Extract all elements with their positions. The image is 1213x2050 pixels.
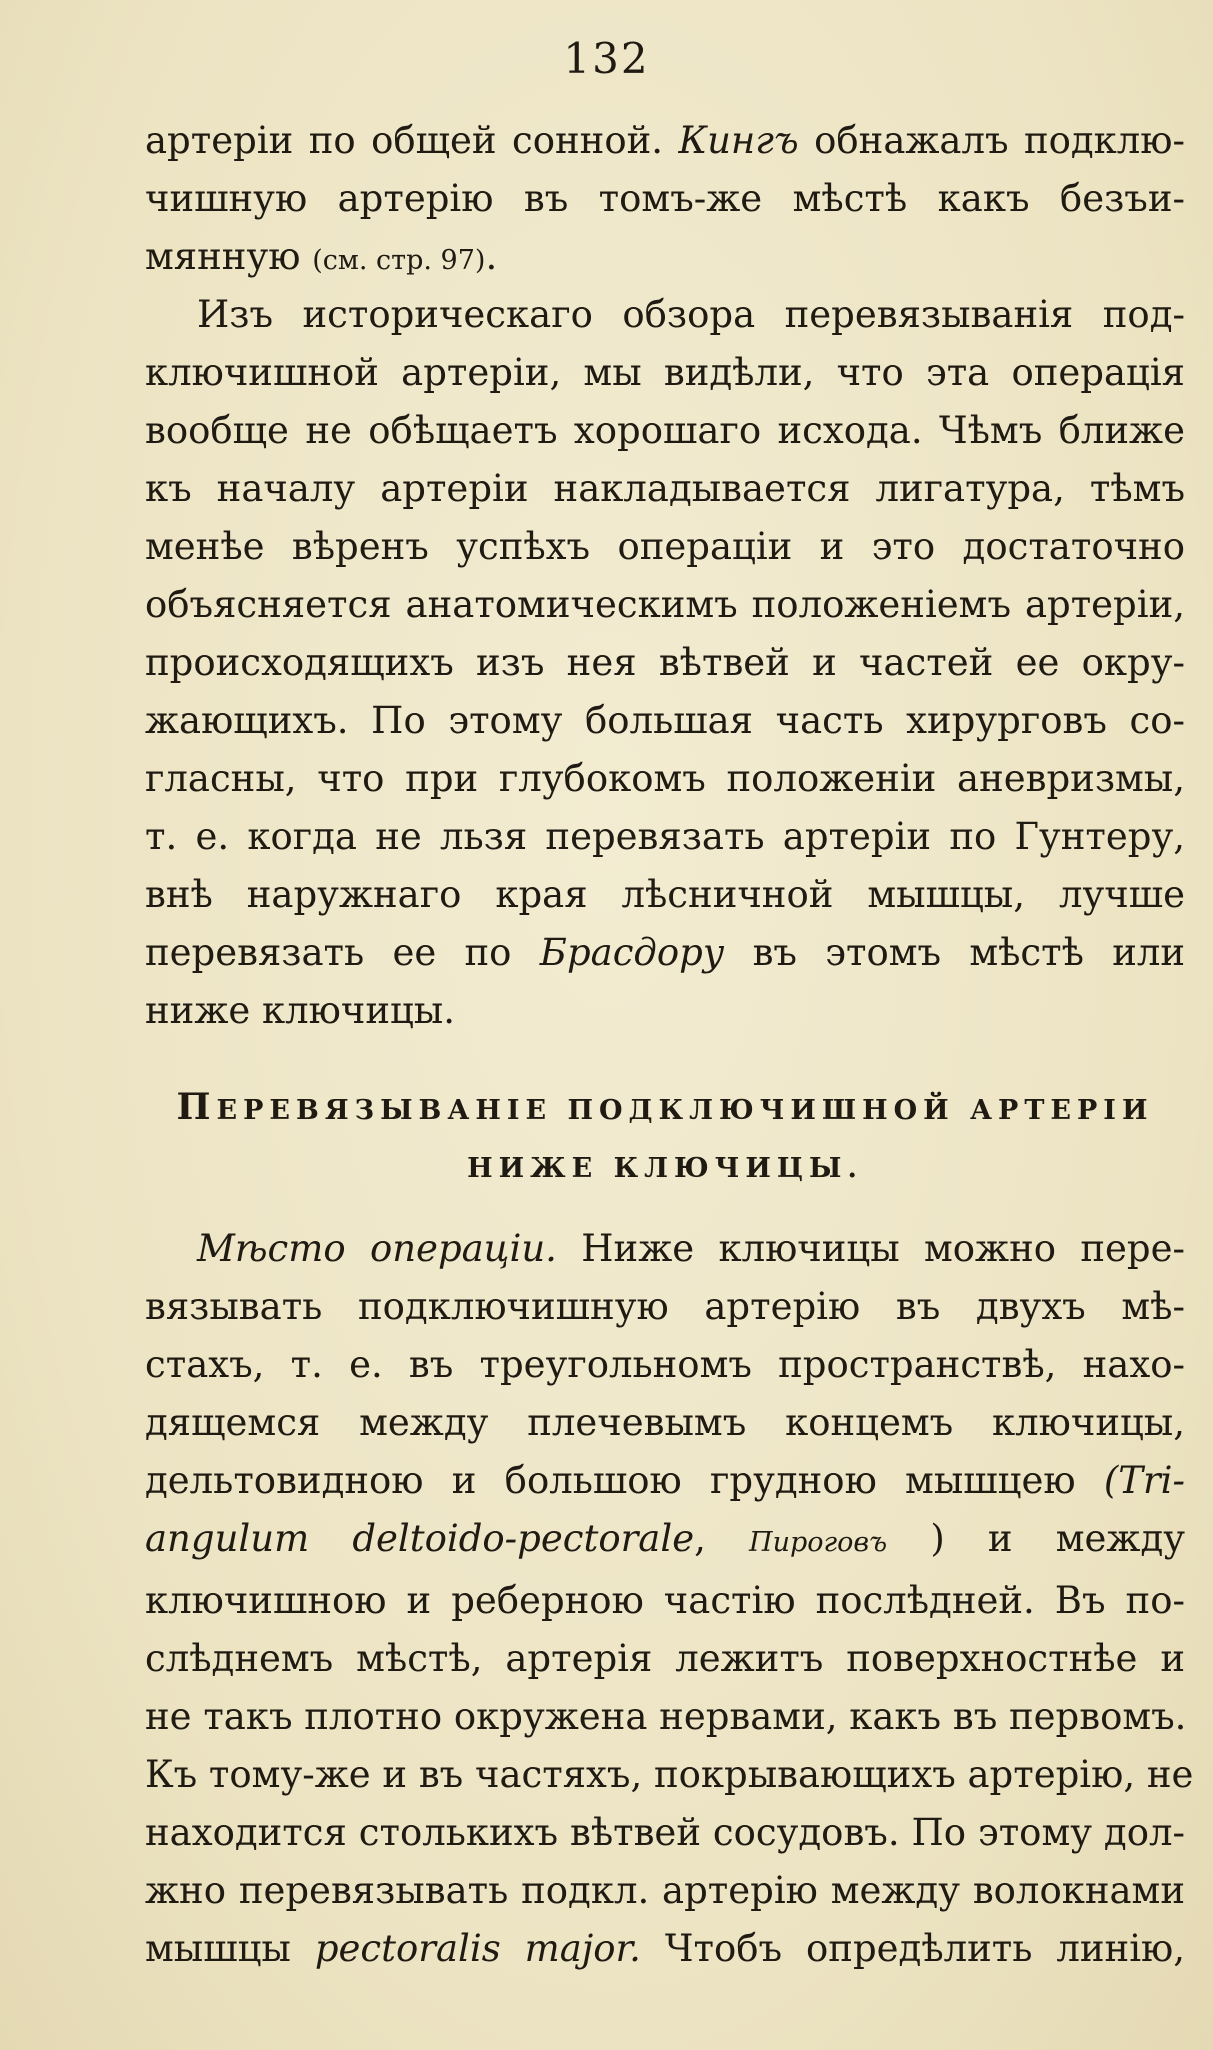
text-line: находится столькихъ вѣтвей сосудовъ. По этому дол-: [145, 1811, 1185, 1854]
text-line: ниже ключицы.: [145, 989, 455, 1032]
text-line: [145, 1452, 1185, 1510]
text-span: ) и между: [930, 1517, 1186, 1560]
text-line: [145, 112, 1185, 170]
page-number: 132: [563, 34, 650, 83]
text-line: Изъ историческаго обзора перевязыванія под-: [197, 293, 1185, 336]
text-line: вязывать подключишную артерію въ двухъ мѣ-: [145, 1285, 1185, 1328]
text-line: объясняется анатомическимъ положеніемъ артеріи,: [145, 583, 1185, 626]
text-line: стахъ, т. е. въ треугольномъ пространствѣ, нахо-: [145, 1343, 1185, 1386]
page-reference: (см. стр. 97): [312, 245, 486, 276]
text-line: [145, 228, 1185, 290]
heading-line: [145, 1078, 1185, 1140]
text-span: дельтовидною и большою грудною мышцею: [145, 1459, 1076, 1502]
text-line: ключишною и реберною частію послѣдней. Въ по-: [145, 1579, 1185, 1622]
paragraph-operation-site: [145, 1220, 1194, 1978]
text-line: жающихъ. По этому большая часть хирурговъ со-: [145, 699, 1185, 742]
text-span: мышцы: [145, 1927, 291, 1970]
text-span: Чтобъ опредѣлить линію,: [664, 1927, 1186, 1970]
heading-initial: П: [176, 1086, 217, 1128]
text-span: мянную: [145, 235, 301, 278]
text-line: [145, 924, 1185, 982]
text-line: дящемся между плечевымъ концемъ ключицы,: [145, 1401, 1185, 1444]
latin-term: pectoralis major.: [314, 1927, 641, 1970]
author-name: Пироговъ: [749, 1527, 888, 1558]
text-span: Ниже ключицы можно пере-: [581, 1227, 1185, 1270]
text-line: [145, 1920, 1185, 1978]
latin-term: angulum deltoido-pectorale: [145, 1517, 695, 1560]
heading-text: ЕРЕВЯЗЫВАНІЕ ПОДКЛЮЧИШНОЙ АРТЕРІИ: [216, 1095, 1154, 1126]
text-line: внѣ наружнаго края лѣсничной мышцы, лучше: [145, 873, 1185, 916]
text-line: не такъ плотно окружена нервами, какъ въ первомъ.: [145, 1695, 1187, 1738]
text-span: артеріи по общей сонной.: [145, 119, 664, 162]
text-line: Къ тому-же и въ частяхъ, покрывающихъ артерію, не: [145, 1753, 1194, 1796]
paragraph-continuation: [145, 112, 1185, 290]
text-line: къ началу артеріи накладывается лигатура, тѣмъ: [145, 467, 1185, 510]
text-span: въ этомъ мѣстѣ или: [752, 931, 1186, 974]
text-line: менѣе вѣренъ успѣхъ операціи и это достаточно: [145, 525, 1185, 568]
latin-term: (Tri-: [1103, 1459, 1185, 1502]
text-line: ключишной артеріи, мы видѣли, что эта операція: [145, 351, 1185, 394]
text-line: [145, 1510, 1185, 1572]
text-line: вообще не обѣщаетъ хорошаго исхода. Чѣмъ ближе: [145, 409, 1185, 452]
paragraph-history: [145, 286, 1185, 1040]
author-name: Кингъ: [678, 119, 799, 162]
text-line: жно перевязывать подкл. артерію между волокнами: [145, 1869, 1185, 1912]
heading-line: НИЖЕ КЛЮЧИЦЫ.: [467, 1153, 863, 1184]
section-heading: [145, 1078, 1185, 1198]
text-span: ,: [694, 1517, 706, 1560]
text-line: т. е. когда не льзя перевязать артеріи по Гунтеру,: [145, 815, 1185, 858]
author-name: Брасдору: [539, 931, 725, 974]
text-line: чишную артерію въ томъ-же мѣстѣ какъ безъи-: [145, 177, 1185, 220]
text-line: слѣднемъ мѣстѣ, артерія лежитъ поверхностнѣе и: [145, 1637, 1185, 1680]
text-span: перевязать ее по: [145, 931, 512, 974]
text-line: гласны, что при глубокомъ положеніи аневризмы,: [145, 757, 1185, 800]
text-span: .: [485, 235, 498, 278]
text-line: [145, 1220, 1185, 1278]
text-span: обнажалъ подклю-: [814, 119, 1186, 162]
text-line: происходящихъ изъ нея вѣтвей и частей ее окру-: [145, 641, 1185, 684]
run-in-heading: Мѣсто операціи.: [197, 1227, 557, 1270]
